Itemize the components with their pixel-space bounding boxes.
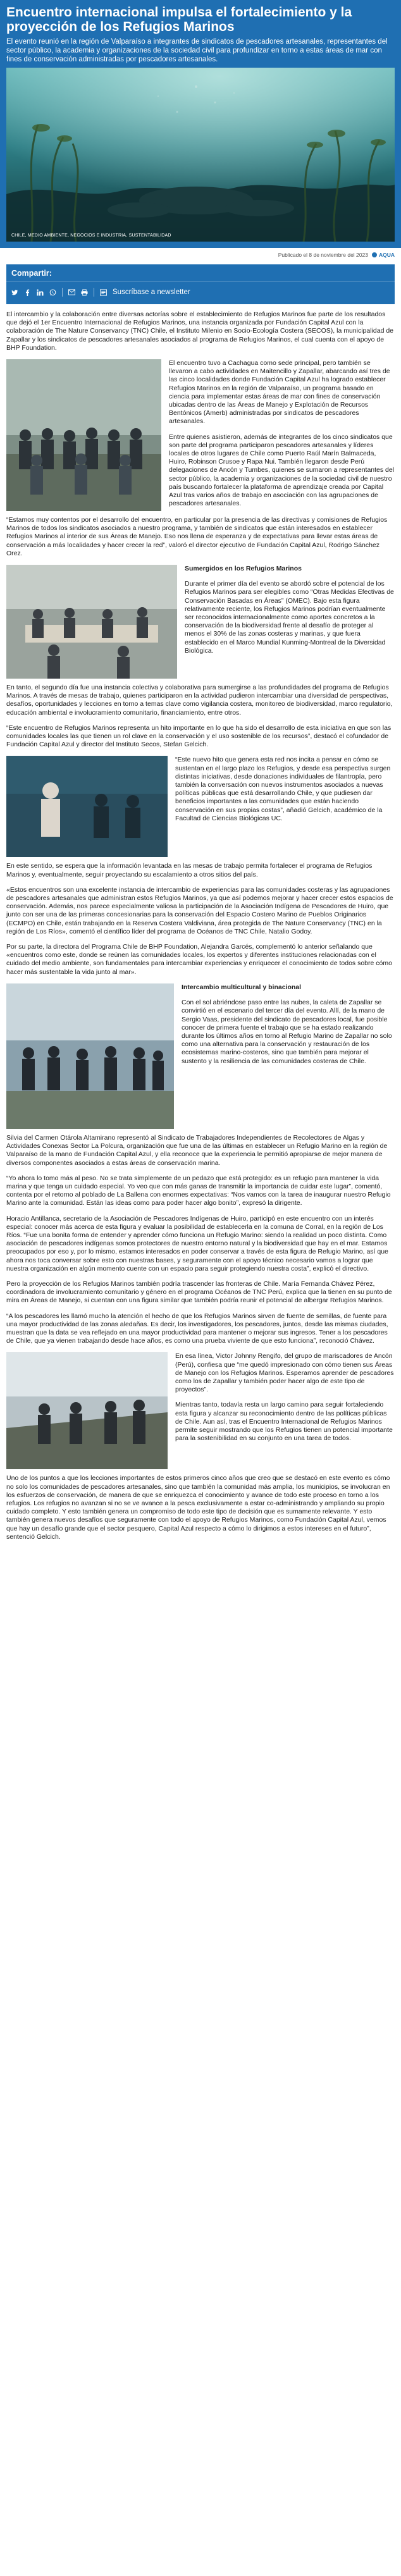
paragraph: “Este encuentro de Refugios Marinos representa un hito importante en lo que ha sido el desarrollo de esta iniciativa en que son las comunidades locales las que tienen un rol clave en la conservación y el uso sostenible de los recursos”, destacó el cofundador de Fundación Capital Azul y director del Instituto Secos, Stefan Gelcich. (6, 724, 392, 749)
share-title: Compartir: (6, 264, 395, 282)
paragraph: “A los pescadores les llamó mucho la atención el hecho de que los Refugios Marinos sirven de fuente de semillas, de fuente para una mayor productividad de las zonas aledañas. Es decir, los investigadores, los pescadores, juntos, desde las mismas ciudades, muestran que la data se vea reflejado en una mayor productividad para mantener o mejorar sus ingresos. Tener a los pescadores de Chile, que ya vienen trabajando desde hace años, es como una prueba viviente de que esto funciona”, reconoció Chávez. (6, 1312, 388, 1345)
share-box (6, 264, 395, 304)
media-block (6, 983, 395, 1134)
paragraph: Durante el primer día del evento se abordó sobre el potencial de los Refugios Marinos para ser elegibles como “Otras Medidas Efectivas de Conservación Basadas en Áreas” (OMEC). Bajo esta figura relativamente reciente, los Refugios Marinos podrían eventualmente ser reconocidos internacionalmente como aportes concretos a la conservación de la biodiversidad frente al desafío de proteger al menos el 30% de las zonas costeras y marinas, y que fuera establecido en el Marco Mundial Kunming-Montreal de la Diversidad Biológica. (185, 580, 394, 655)
media-block (6, 359, 395, 516)
source-badge[interactable] (372, 252, 395, 258)
paragraph: Pero la proyección de los Refugios Marinos también podría trascender las fronteras de Chile. María Fernanda Chávez Pérez, coordinadora de involucramiento comunitario y género en el programa Océanos de TNC Perú, explica que la tienen en su punto de mira en Áreas de Manejo, si cuentan con una figura similar que también podría reunir el potencial de albergar Refugios Marinos. (6, 1279, 392, 1305)
facebook-icon[interactable] (24, 289, 31, 296)
section-heading: Intercambio multicultural y binacional (182, 983, 302, 991)
share-row (6, 282, 395, 304)
share-divider (62, 288, 63, 297)
coast-visit-photo (6, 1352, 168, 1469)
media-block (6, 756, 395, 862)
paragraph: Por su parte, la directora del Programa Chile de BHP Foundation, Alejandra Garcés, complementó lo anterior señalando que «encuentros como este, donde se reúnen las comunidades locales, los expertos y diferentes instituciones relacionadas con el cuidado del medio ambiente, son fundamentales para intercambiar experiencias y enriquecer el conocimiento de todos sobre cómo hacer más sustentable la vida junto al mar». (6, 943, 392, 976)
media-block (6, 565, 395, 684)
twitter-icon[interactable] (11, 289, 18, 296)
whatsapp-icon[interactable] (49, 289, 56, 296)
paragraph: Con el sol abriéndose paso entre las nubes, la caleta de Zapallar se convirtió en el escenario del tercer día del evento. Allí, de la mano de Sergio Vaas, presidente del sindicato de pescadores local, fue posible conocer de primera fuente el trabajo que se ha estado realizando durante los últimos años en torno al Refugio Marino de Zapallar no solo como una alternativa para la conservación y restauración de los ecosistemas marino-costeros, sino que también para mejorar el sustento y la resiliencia de las comunidades costeras de Chile. (182, 999, 392, 1065)
print-icon[interactable] (81, 289, 88, 296)
paragraph: “Estamos muy contentos por el desarrollo del encuentro, en particular por la presencia de las directivas y comisiones de Refugios Marinos de todos los sindicatos asociados a nuestro programa, y también de sindicatos que están interesados en establecer Refugios Marinos al interior de sus Áreas de Manejo. Eso nos llena de esperanza y de expectativas para llevar estas áreas de conservación a más localidades y hacer crecer la red”, valoró el director ejecutivo de Fundación Capital Azul, Rodrigo Sánchez Orez. (6, 516, 388, 557)
article-body (0, 304, 401, 1541)
source-name: AQUA (378, 252, 395, 258)
article-title: Encuentro internacional impulsa el fortalecimiento y la proyección de los Refugios Marinos (6, 5, 352, 34)
paragraph: Horacio Antillanca, secretario de la Asociación de Pescadores Indígenas de Huiro, participó en este encuentro con un interés especial: conocer más acerca de esta figura y evaluar la posibilidad de establecerla en la comuna de Corral, en la región de Los Ríos. “Fue una bonita forma de entender y aprender cómo funciona un Refugio Marino: siendo la realidad un poco distinta. Como asociación de pescadores indígenas somos protectores de nuestro entorno natural y la biodiversidad que hay en el mar. Estamos preocupados por eso y, por lo mismo, estamos interesados en poder conservar a través de esta figura de Refugio Marino, así que ahora nos toca conversar sobre esto con nuestras bases, y seguramente con el apoyo técnico necesario vamos a lograr que nuestra organización en algún momento cuente con un espacio para seguir protegiendo nuestra costa”, explicó el directivo. (6, 1214, 388, 1273)
paragraph: «Estos encuentros son una excelente instancia de intercambio de experiencias para las comunidades costeras y las agrupaciones de pescadores artesanales que administran estos Refugios Marinos, ya que así podemos mejorar y hacer crecer estos espacios de conservación. Además, nos parece especialmente valiosa la participación de la Asociación Indígena de Pescadores de Huiro, que junto con ser una de las primeras concesionarias para la conservación del Espacio Costero Marino de Pueblos Originarios (ECMPO) en Chile, están trabajando en la Reserva Costera Valdiviana, área protegida de The Nature Conservancy (TNC) en la región de Los Ríos», comentó el científico líder del programa de Océanos de TNC Chile, Natalio Godoy. (6, 885, 393, 935)
section-heading: Sumergidos en los Refugios Marinos (185, 565, 302, 573)
paragraph: En este sentido, se espera que la información levantada en las mesas de trabajo permita fortalecer el programa de Refugios Marinos y, eventualmente, seguir proyectando su escalamiento a otros sitios del país. (6, 862, 373, 878)
harbor-photo (6, 983, 174, 1129)
email-icon[interactable] (68, 289, 75, 296)
article-hero (0, 0, 401, 248)
paragraph: El intercambio y la colaboración entre diversas actorías sobre el establecimiento de Refugios Marinos fue parte de los resultados que dejó el 1er Encuentro Internacional de Refugios Marinos, una instancia organizada por Fundación Capital Azul con la colaboración de The Nature Conservancy (TNC) Chile, el Instituto Milenio en Socio-Ecología Costera (SECOS), la municipalidad de Zapallar y los sindicatos de pescadores artesanales asociados al programa de Refugios Marinos, el cual cuenta con el apoyo de BHP Foundation. (6, 311, 394, 352)
image-caption: CHILE, MEDIO AMBIENTE, NEGOCIOS E INDUSTRIA, SUSTENTABILIDAD (11, 233, 171, 238)
underwater-photo (6, 68, 395, 242)
paragraph: Uno de los puntos a que los lecciones importantes de estos primeros cinco años que creo que se destacó en este evento es cómo no solo los comunidades de pescadores artesanales, sino que también la comunidad más amplia, los municipios, se involucran en los esfuerzos de conservación, de manera de que se enriquezca el conocimiento y avance de todo este proceso en torno a los refugios. Los refugios no avanzan si no se ve avance a la pesca exclusivamente a estar co-administrando y ampliando su propio cuidado completo. Y esto también genera un compromiso de todo este tipo de decisión que es sumamente relevante. Y esto también genera nuevos desafíos que seguramente con todo el apoyo de Refugios Marinos, como Fundación Capital Azul, vemos que hay un desafío grande que el sector pesquero, Capital Azul respecto a cómo lo dirigimos a estos intereses en el futuro”, sentenció Gelcich. (6, 1474, 390, 1541)
publish-bar (0, 248, 401, 259)
article-lead: El evento reunió en la región de Valparaíso a integrantes de sindicatos de pescadores artesanales, representantes del sector público, la academia y organizaciones de la sociedad civil para profundizar en torno a estas áreas de mar con fines de conservación administradas por pescadores artesanales. (6, 38, 388, 63)
source-logo-icon (372, 252, 377, 257)
hero-image (6, 68, 395, 242)
publish-date: Publicado el 8 de noviembre del 2023 (278, 252, 368, 258)
subscribe-newsletter-link[interactable]: Suscríbase a newsletter (113, 288, 190, 296)
workshop-photo (6, 565, 177, 679)
linkedin-icon[interactable] (37, 289, 44, 296)
speaker-photo (6, 756, 168, 857)
paragraph: En tanto, el segundo día fue una instancia colectiva y colaborativa para sumergirse a las profundidades del programa de Refugios Marinos. A través de mesas de trabajo, quienes participaron en la actividad pudieron intercambiar una diversidad de perspectivas, desafíos, oportunidades y lecciones en torno a temas clave como vigilancia costera, monitoreo de biodiversidad, marco regulatorio, educación ambiental e involucramiento comunitario, financiamiento, entre otros. (6, 684, 393, 717)
newsletter-icon[interactable] (100, 289, 107, 296)
paragraph: “Yo ahora lo tomo más al peso. No se trata simplemente de un pedazo que está protegido: es un refugio para mantener la vida marina y que tenga un cuidado especial. Yo veo que con más ganas de transmitir la importancia de cuidar este lugar”, comentó, contenta por el retorno al poblado de La Ballena con enormes expectativas: “Nos vamos con la tarea de inaugurar nuestro Refugio Marino ante la comunidad. Están las ideas como para poder hacer algo bonito”, expresó la dirigente. (6, 1174, 391, 1207)
group-photo (6, 359, 161, 511)
media-block (6, 1352, 395, 1474)
paragraph: En esa línea, Victor Johnny Rengifo, del grupo de mariscadores de Ancón (Perú), confiesa que “me quedó impresionado con cómo tienen sus Áreas de Manejo con los Refugios Marinos. Esperamos aprender de pescadores como los de Zapallar y también poder hacer algo de este tipo de proyectos”. (175, 1352, 394, 1394)
paragraph: El encuentro tuvo a Cachagua como sede principal, pero también se llevaron a cabo actividades en Maitencillo y Zapallar, abarcando así tres de las cinco localidades donde Fundación Capital Azul ha logrado establecer Refugios Marinos en la región de Valparaíso, un programa basado en ciencia para implementar estas áreas de mar con fines de conservación ubicadas dentro de las Áreas de Manejo y Explotación de Recursos Bentónicos (Amerb) administradas por sindicatos de pescadores artesanales. (169, 359, 390, 426)
paragraph: Mientras tanto, todavía resta un largo camino para seguir fortaleciendo esta figura y alcanzar su reconocimiento dentro de las políticas públicas de Chile. Aun así, tras el Encuentro Internacional de Refugios Marinos permite seguir mostrando que los Refugios tienen un potencial importante para la sostenibilidad en su conjunto en una tarea de todos. (175, 1401, 393, 1443)
paragraph: “Este nuevo hito que genera esta red nos incita a pensar en cómo se sustentan en el largo plazo los Refugios, y desde esa perspectiva surgen distintas iniciativas, desde donaciones individuales de filantropía, pero también la conversación con nuevos instrumentos asociados a nuevas políticas públicas que está desarrollando Chile, y que pudiesen dar beneficios importantes a las comunidades que están haciendo conservación en sus propias costas”, añadió Gelcich, académico de la Facultad de Ciencias Biológicas UC. (175, 756, 391, 822)
paragraph: Silvia del Carmen Otárola Altamirano representó al Sindicato de Trabajadores Independientes de Recolectores de Algas y Actividades Conexas Sector La Polcura, organización que fue una de las últimas en establecer un Refugio Marino en la región de Valparaíso de la mano de Fundación Capital Azul, y ella reconoce que la experiencia le permitió apropiarse de mejor manera de diversos componentes asociados a estas áreas de conservación marina. (6, 1133, 388, 1167)
paragraph: Entre quienes asistieron, además de integrantes de los cinco sindicatos que son parte del programa participaron pescadores artesanales y líderes locales de otros lugares de Chile como Puerto Raúl Marín Balmaceda, Huiro, Robinson Crusoe y Rapa Nui. También llegaron desde Perú delegaciones de Ancón y Tumbes, quienes se sumaron a representantes del sector público, la academia y organizaciones de la sociedad civil de nuestro país buscando fortalecer la plataforma de aprendizaje creada por Capital Azul tras varios años de trabajo en asociación con las agrupaciones de pescadores artesanales. (169, 433, 395, 508)
